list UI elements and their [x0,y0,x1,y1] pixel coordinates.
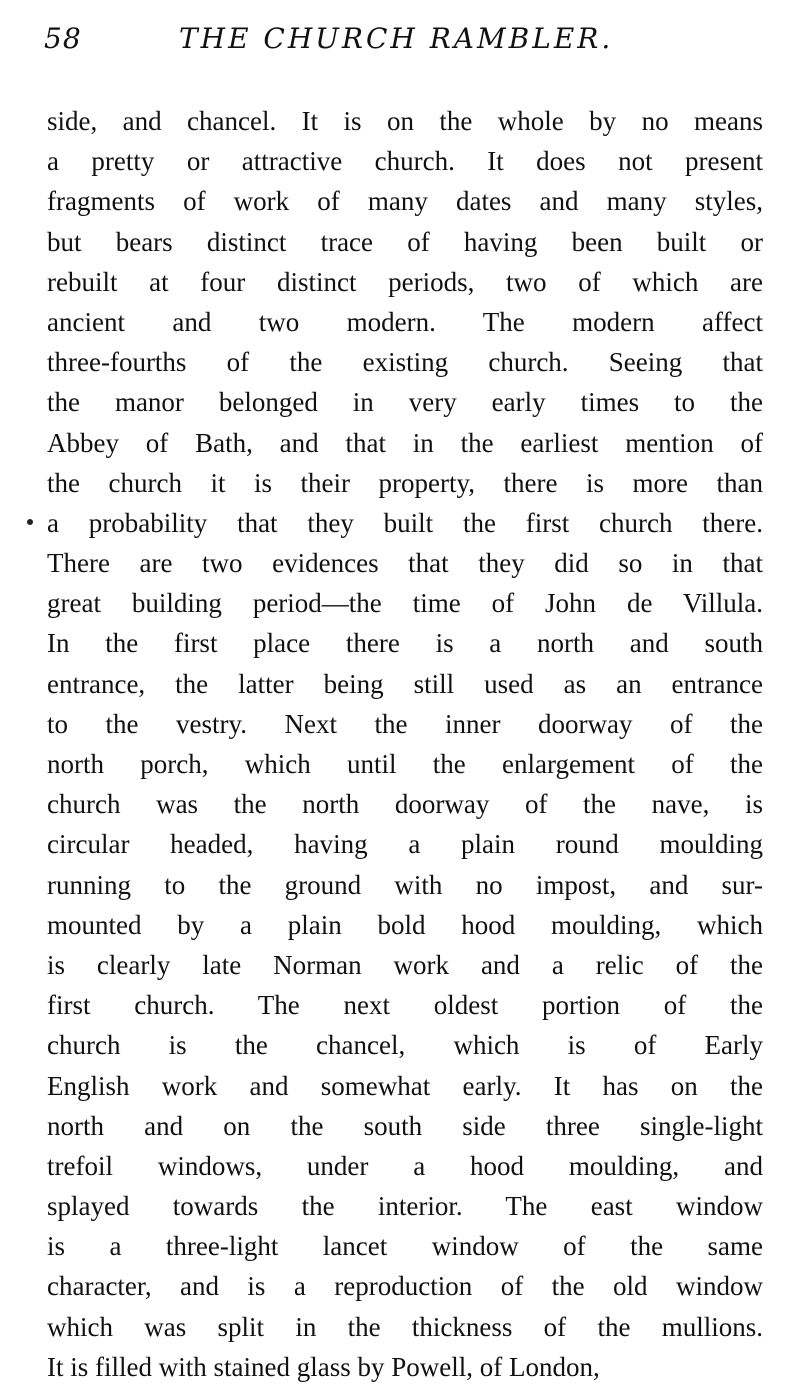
text-line: English work and somewhat early. It has on the [47,1070,763,1101]
text-line: three-fourths of the existing church. Seeing that [47,347,763,378]
text-line: entrance, the latter being still used as an entrance [47,668,763,699]
text-line: church is the chancel, which is of Early [47,1030,763,1061]
text-line: is clearly late Norman work and a relic of the [47,949,763,980]
page-header [44,22,764,66]
text-line: which was split in the thickness of the mullions. [47,1311,763,1342]
text-line: to the vestry. Next the inner doorway of the [47,708,763,739]
text-line: the church it is their property, there is more than [47,467,763,498]
text-line: north porch, which until the enlargement of the [47,749,763,779]
running-title: THE CHURCH RAMBLER. [179,22,614,55]
text-line: church was the north doorway of the nave, is [47,789,763,820]
text-line: character, and is a reproduction of the old window [47,1271,763,1302]
text-line: It is filled with stained glass by Powell, of London, [47,1351,600,1382]
text-line: rebuilt at four distinct periods, two of which are [47,266,763,297]
text-line: splayed towards the interior. The east window [47,1191,763,1222]
text-line: trefoil windows, under a hood moulding, and [47,1150,763,1181]
body-text [47,101,763,1387]
text-line: but bears distinct trace of having been built or [47,226,763,257]
text-line: a probability that they built the first church there. [47,507,763,538]
page-number: 58 [44,22,82,55]
text-line: north and on the south side three single-light [47,1110,763,1141]
text-line: side, and chancel. It is on the whole by no means [47,106,763,136]
text-line: is a three-light lancet window of the same [47,1231,763,1262]
text-line: first church. The next oldest portion of the [47,990,763,1021]
text-line: circular headed, having a plain round moulding [47,829,763,860]
text-line: running to the ground with no impost, and sur- [47,869,763,900]
text-line: fragments of work of many dates and many styles, [47,186,763,217]
text-line: mounted by a plain bold hood moulding, which [47,909,763,940]
text-line: a pretty or attractive church. It does not present [47,146,763,177]
text-line: great building period—the time of John de Villula. [47,588,763,619]
text-line: There are two evidences that they did so in that [47,548,763,579]
text-line: Abbey of Bath, and that in the earliest mention of [47,427,763,458]
margin-mark [27,519,33,525]
text-line: In the first place there is a north and south [47,628,763,659]
text-line: ancient and two modern. The modern affect [47,306,763,337]
text-line: the manor belonged in very early times to the [47,387,763,418]
